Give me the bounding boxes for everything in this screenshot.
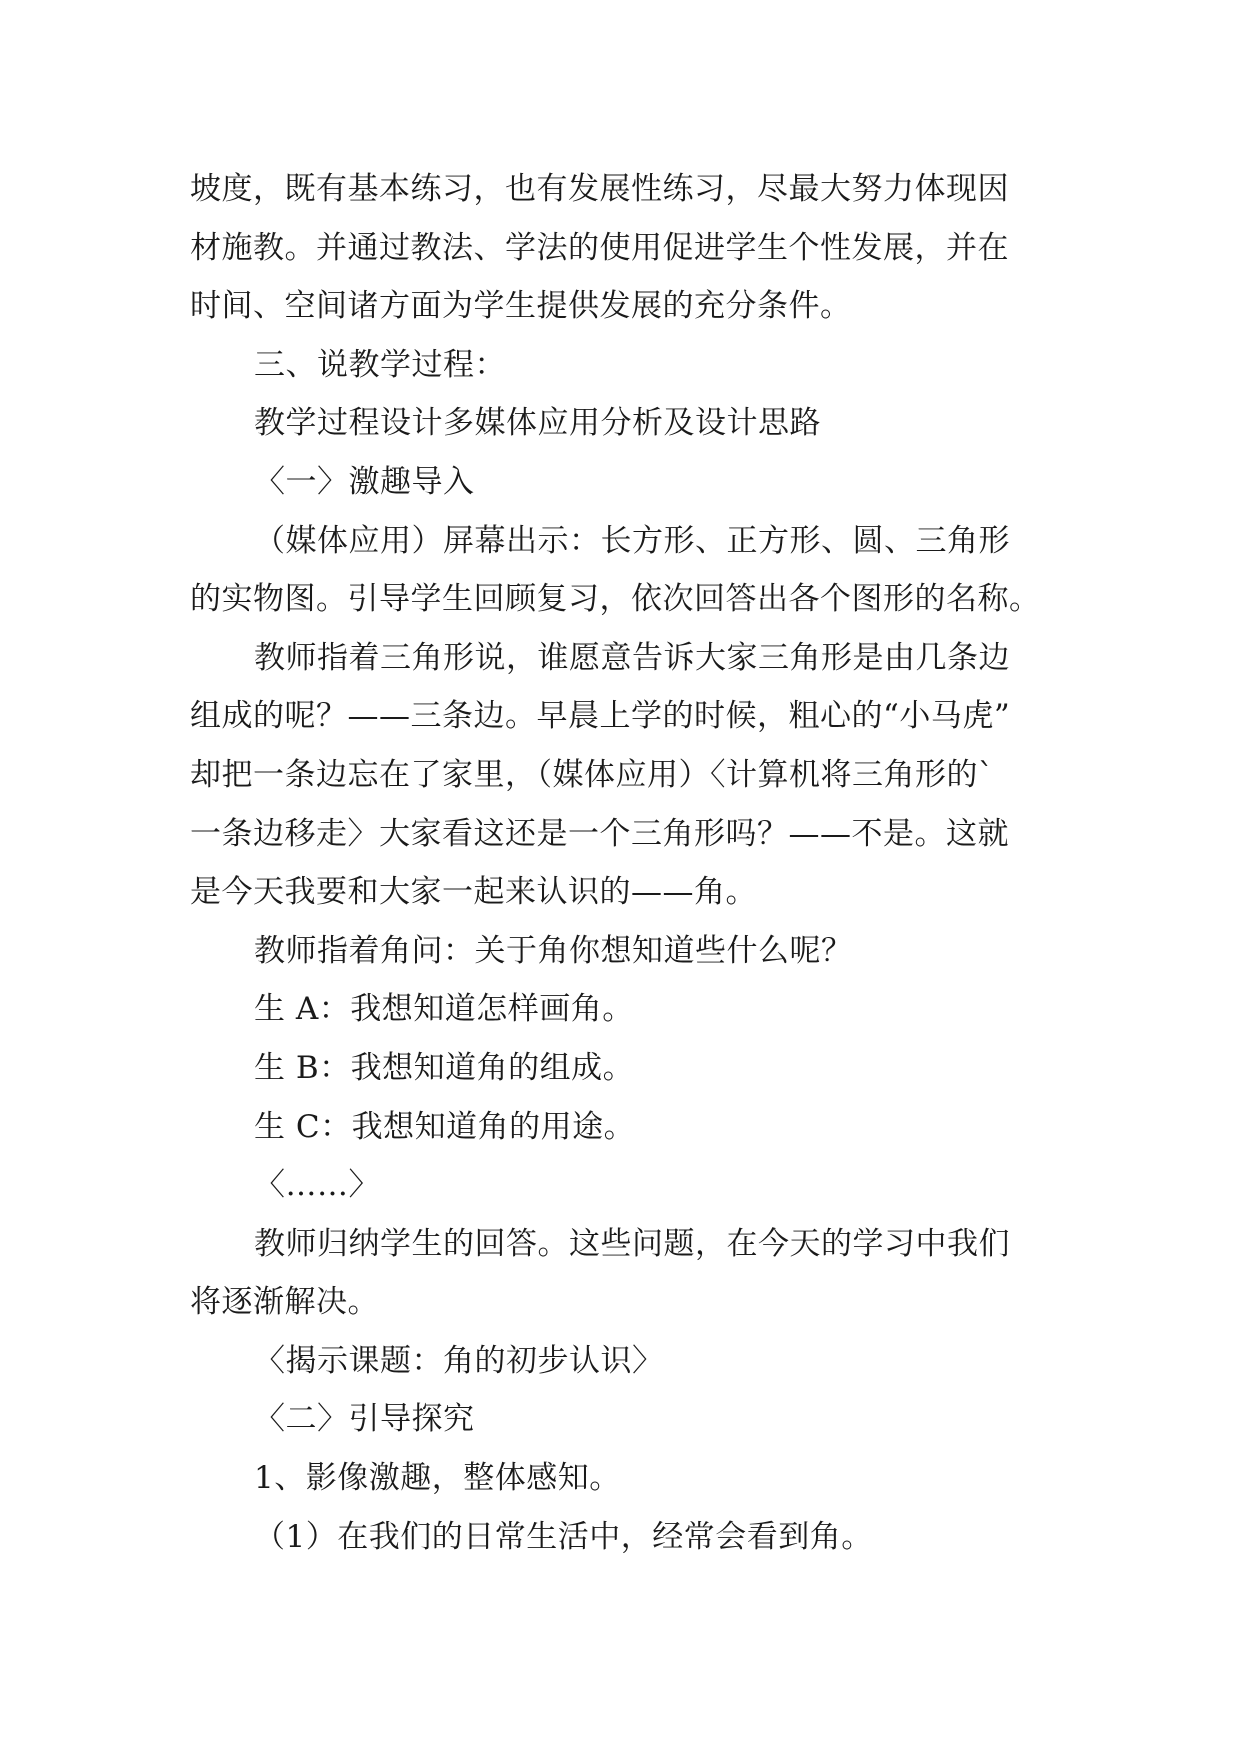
text-line: 是今天我要和大家一起来认识的——角。 xyxy=(190,874,757,911)
text-line: 坡度，既有基本练习，也有发展性练习，尽最大努力体现因 xyxy=(190,171,1009,207)
text-line: 1、影像激趣，整体感知。 xyxy=(254,1460,621,1497)
text-line: 生 A：我想知道怎样画角。 xyxy=(254,991,634,1028)
text-line: 教学过程设计多媒体应用分析及设计思路 xyxy=(254,405,821,442)
text-line: （1）在我们的日常生活中，经常会看到角。 xyxy=(254,1518,873,1555)
text-line: 材施教。并通过教法、学法的使用促进学生个性发展，并在 xyxy=(190,229,1009,266)
text-line: 〈……〉 xyxy=(254,1167,380,1204)
text-line: 一条边移走〉大家看这还是一个三角形吗？——不是。这就 xyxy=(190,815,1009,852)
text-line: 时间、空间诸方面为学生提供发展的充分条件。 xyxy=(190,288,852,325)
text-line: 组成的呢？——三条边。早晨上学的时候，粗心的“小马虎” xyxy=(190,698,1011,735)
subsection-heading: 〈二〉引导探究 xyxy=(254,1401,475,1438)
text-line: 的实物图。引导学生回顾复习，依次回答出各个图形的名称。 xyxy=(190,581,1041,618)
section-heading: 三、说教学过程： xyxy=(254,346,506,383)
text-line: 却把一条边忘在了家里，（媒体应用）〈计算机将三角形的` xyxy=(190,756,994,793)
text-line: 教师归纳学生的回答。这些问题，在今天的学习中我们 xyxy=(254,1225,1010,1262)
text-line: 教师指着三角形说，谁愿意告诉大家三角形是由几条边 xyxy=(254,639,1010,676)
subsection-heading: 〈一〉激趣导入 xyxy=(254,463,475,500)
text-line: 〈揭示课题：角的初步认识〉 xyxy=(254,1342,664,1379)
document-body xyxy=(190,160,1060,1566)
text-line: （媒体应用）屏幕出示：长方形、正方形、圆、三角形 xyxy=(254,522,1010,559)
text-line: 生 C：我想知道角的用途。 xyxy=(254,1108,636,1145)
text-line: 生 B：我想知道角的组成。 xyxy=(254,1049,635,1086)
text-line: 将逐渐解决。 xyxy=(190,1284,379,1321)
text-line: 教师指着角问：关于角你想知道些什么呢？ xyxy=(254,932,853,969)
